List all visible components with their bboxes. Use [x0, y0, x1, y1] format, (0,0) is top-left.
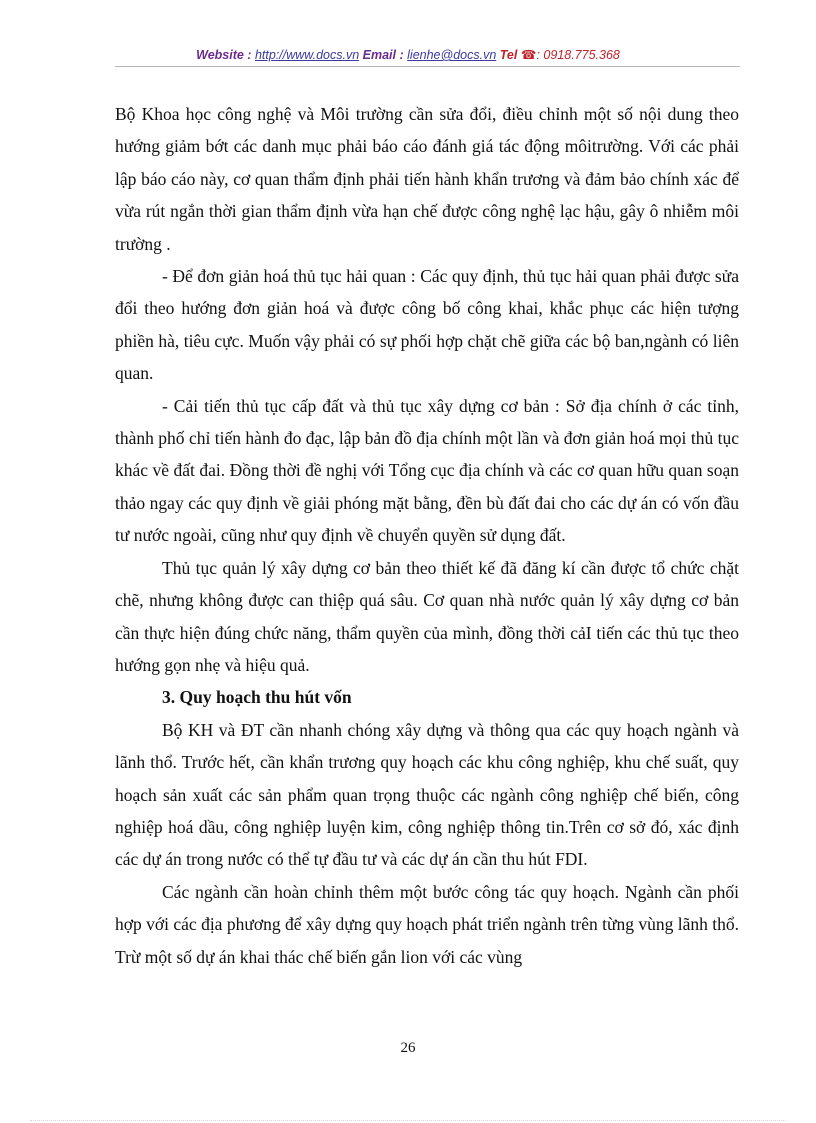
phone-icon: ☎ [520, 48, 537, 62]
paragraph-construction-management: Thủ tục quản lý xây dựng cơ bản theo thiết kế đã đăng kí cần được tổ chức chặt chẽ, nhưng không được can thiệp quá sâu. Cơ quan nhà nước quản lý xây dựng cơ bản cần thực hiện đúng chức năng, thẩm quyền của mình, đồng thời cảI tiến các thủ tục theo hướng gọn nhẹ và hiệu quả. [115, 557, 739, 675]
page-bottom-divider [30, 1120, 786, 1121]
tel-label: Tel [499, 48, 518, 62]
website-label: Website : [196, 48, 252, 62]
section-heading: 3. Quy hoạch thu hút vốn [162, 687, 352, 708]
page-number: 26 [400, 1040, 416, 1056]
paragraph-planning: Bộ KH và ĐT cần nhanh chóng xây dựng và thông qua các quy hoạch ngành và lãnh thổ. Trước hết, cần khẩn trương quy hoạch các khu công nghiệp, khu chế suất, quy hoạch sản xuất các sản phẩm quan trọng thuộc các ngành công nghiệp chế biến, công nghiệp hoá dầu, công nghiệp luyện kim, công nghiệp thông tin.Trên cơ sở đó, xác định các dự án trong nước có thể tự đầu tư và các dự án cần thu hút FDI. [115, 719, 739, 870]
header-divider [115, 66, 740, 67]
email-link[interactable]: lienhe@docs.vn [407, 48, 497, 62]
email-separator: : [396, 48, 404, 62]
page-header [0, 47, 816, 62]
email-label: Email [362, 48, 397, 62]
website-link[interactable]: http://www.docs.vn [254, 48, 360, 62]
paragraph-customs: - Để đơn giản hoá thủ tục hải quan : Các quy định, thủ tục hải quan phải được sửa đổi theo hướng đơn giản hoá và được công bố công khai, khắc phục các hiện tượng phiền hà, tiêu cực. Muốn vậy phải có sự phối hợp chặt chẽ giữa các bộ ban,ngành có liên quan. [115, 266, 739, 384]
document-body [115, 98, 739, 973]
paragraph-land-procedures: - Cải tiến thủ tục cấp đất và thủ tục xây dựng cơ bản : Sở địa chính ở các tỉnh, thành phố chỉ tiến hành đo đạc, lập bản đồ địa chính một lần và đơn giản hoá mọi thủ tục khác về đất đai. Đồng thời đề nghị với Tổng cục địa chính và các cơ quan hữu quan soạn thảo ngay các quy định về giải phóng mặt bằng, đền bù đất đai cho các dự án có vốn đầu tư nước ngoài, cũng như quy định về chuyển quyền sử dụng đất. [115, 395, 739, 546]
paragraph-env-assessment: Bộ Khoa học công nghệ và Môi trường cần sửa đổi, điều chỉnh một số nội dung theo hướng giảm bớt các danh mục phải báo cáo đánh giá tác động môitrường. Với các phải lập báo cáo này, cơ quan thẩm định phải tiến hành khẩn trương và đảm bảo chính xác để vừa rút ngắn thời gian thẩm định vừa hạn chế được công nghệ lạc hậu, gây ô nhiễm môi trường . [115, 104, 739, 254]
paragraph-sector-planning: Các ngành cần hoàn chỉnh thêm một bước công tác quy hoạch. Ngành cần phối hợp với các địa phương để xây dựng quy hoạch phát triển ngành trên từng vùng lãnh thổ. Trừ một số dự án khai thác chế biến gắn lion với các vùng [115, 881, 739, 967]
phone-number: : 0918.775.368 [536, 48, 620, 62]
